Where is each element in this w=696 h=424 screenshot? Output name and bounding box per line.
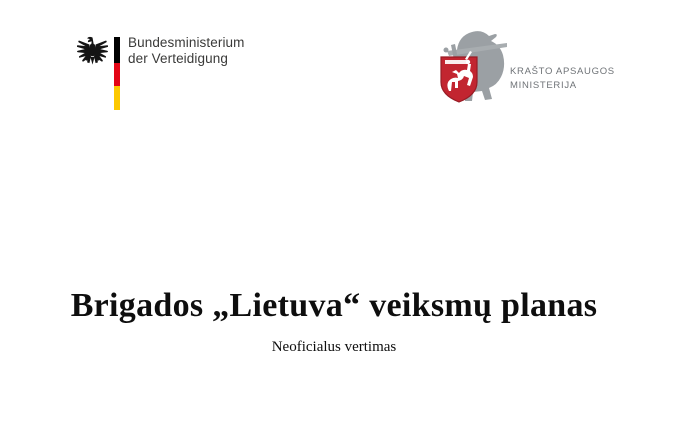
german-flag-stripe-icon	[114, 37, 120, 110]
lithuanian-ministry-name	[510, 65, 615, 93]
german-ministry-logo	[77, 34, 252, 112]
german-ministry-name-line2: der Verteidigung	[128, 50, 228, 66]
flag-stripe-black	[114, 37, 120, 63]
german-ministry-name-line1: Bundesministerium	[128, 35, 245, 50]
lithuanian-ministry-logo	[437, 29, 682, 109]
lithuanian-ministry-name-line2: MINISTERIJA	[510, 80, 577, 91]
german-ministry-name	[128, 35, 245, 66]
vytis-shield-griffin-icon	[437, 29, 513, 104]
title-block	[2, 287, 666, 356]
document-subtitle: Neoficialus vertimas	[271, 339, 397, 355]
german-federal-eagle-icon	[77, 35, 108, 68]
flag-stripe-gold	[114, 86, 120, 110]
lithuanian-ministry-name-line1: KRAŠTO APSAUGOS	[510, 66, 615, 77]
flag-stripe-red	[114, 63, 120, 86]
document-title: Brigados „Lietuva“ veiksmų planas	[70, 287, 598, 324]
